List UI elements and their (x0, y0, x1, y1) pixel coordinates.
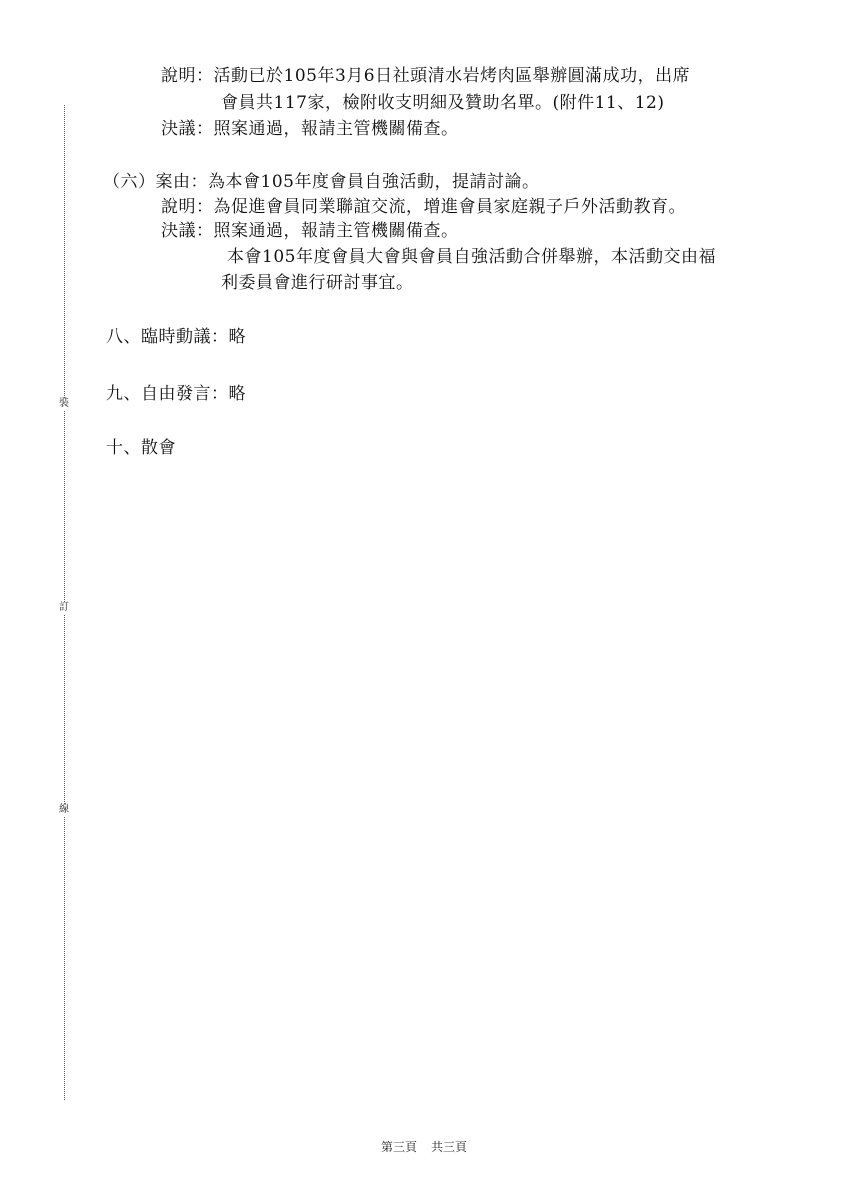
item6-resolution: 決議：照案通過，報請主管機關備查。 (161, 221, 459, 241)
binding-char-ding: 訂 (59, 602, 69, 613)
item5-explanation-line1: 說明：活動已於105年3月6日社頭清水岩烤肉區舉辦圓滿成功，出席 (161, 66, 691, 86)
item6-note-line1: 本會105年度會員大會與會員自強活動合併舉辦，本活動交由福 (227, 247, 716, 267)
page-number: 第三頁 (380, 1140, 417, 1154)
item5-explanation-line2: 會員共117家，檢附收支明細及贊助名單。(附件11、12) (221, 93, 665, 113)
section-10-heading: 十、散會 (106, 438, 176, 458)
page-footer (0, 1139, 848, 1155)
page-total: 共三頁 (431, 1140, 468, 1154)
section-9-heading: 九、自由發言：略 (106, 384, 246, 404)
item6-note-line2: 利委員會進行研討事宜。 (221, 273, 414, 293)
item5-resolution: 決議：照案通過，報請主管機關備查。 (161, 119, 459, 139)
item6-case: （六）案由：為本會105年度會員自強活動，提請討論。 (103, 172, 540, 192)
section-8-heading: 八、臨時動議：略 (106, 327, 246, 347)
binding-char-zhuang: 裝 (59, 398, 69, 409)
item6-explanation: 說明：為促進會員同業聯誼交流，增進會員家庭親子戶外活動教育。 (161, 197, 686, 217)
binding-char-xian: 線 (59, 804, 69, 815)
